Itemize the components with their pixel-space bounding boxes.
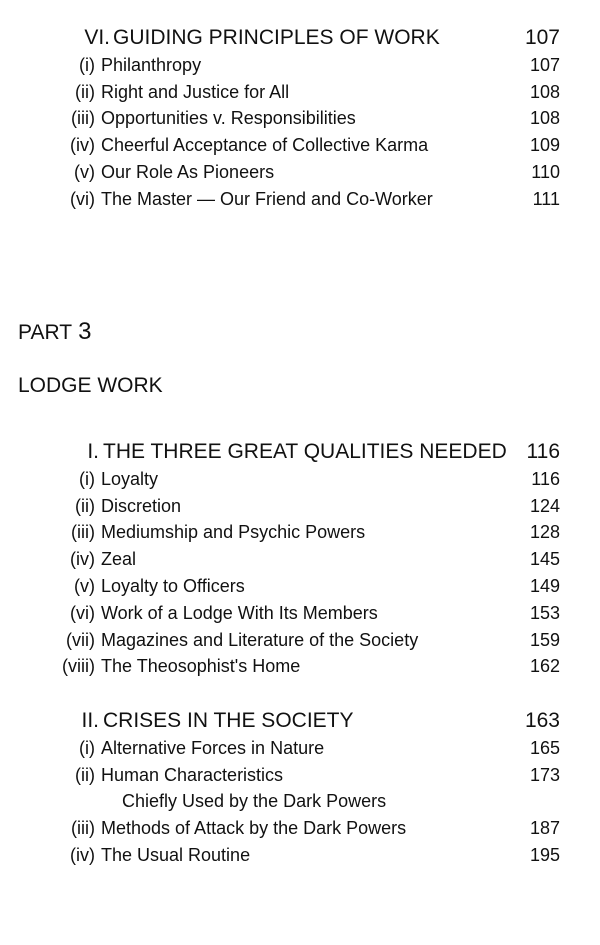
- entry-number: (i): [79, 737, 95, 758]
- part-label: [18, 318, 91, 346]
- entry-title: GUIDING PRINCIPLES OF WORK: [113, 26, 440, 49]
- toc-entry: [0, 493, 600, 520]
- entry-number: (iii): [71, 522, 95, 543]
- part-heading: LODGE WORK: [18, 374, 163, 397]
- entry-page-number: 187: [529, 818, 560, 839]
- entry-title: Loyalty: [101, 468, 159, 489]
- toc-section-guiding-principles: [0, 25, 600, 213]
- entry-page-number: 116: [526, 440, 560, 463]
- toc-section-crises: [0, 708, 600, 869]
- toc-chapter-heading: [0, 708, 600, 735]
- toc-entry: [0, 735, 600, 762]
- entry-title: THE THREE GREAT QUALITIES NEEDED: [103, 440, 507, 463]
- part-number: 3: [78, 318, 92, 345]
- entry-number: (iv): [70, 844, 95, 865]
- toc-entry: [0, 842, 600, 869]
- entry-number: (ii): [75, 81, 95, 102]
- entry-page-number: 108: [529, 81, 560, 102]
- entry-number: VI.: [84, 26, 110, 49]
- toc-entry: [0, 79, 600, 106]
- entry-title: Chiefly Used by the Dark Powers: [122, 791, 387, 812]
- part-word: PART: [18, 321, 73, 344]
- toc-entry: [0, 105, 600, 132]
- entry-title: Mediumship and Psychic Powers: [101, 522, 366, 543]
- toc-entry: [0, 600, 600, 627]
- entry-number: (vi): [70, 602, 95, 623]
- entry-title: Opportunities v. Responsibilities: [101, 108, 356, 129]
- entry-page-number: 195: [529, 844, 560, 865]
- entry-title: Alternative Forces in Nature: [101, 737, 325, 758]
- entry-page-number: 165: [529, 737, 560, 758]
- toc-entry: [0, 546, 600, 573]
- entry-title: Human Characteristics: [101, 764, 284, 785]
- entry-number: I.: [87, 440, 99, 463]
- entry-title: Loyalty to Officers: [101, 575, 245, 596]
- entry-number: (vi): [70, 188, 95, 209]
- entry-title: Zeal: [101, 549, 137, 570]
- entry-page-number: 108: [529, 108, 560, 129]
- entry-title: Right and Justice for All: [101, 81, 290, 102]
- entry-number: (v): [74, 575, 95, 596]
- entry-page-number: 107: [524, 26, 560, 49]
- toc-chapter-heading: [0, 25, 600, 52]
- entry-page-number: 110: [531, 161, 560, 182]
- entry-title: Cheerful Acceptance of Collective Karma: [101, 135, 429, 156]
- entry-page-number: 116: [531, 468, 560, 489]
- entry-title: Magazines and Literature of the Society: [101, 629, 419, 650]
- entry-page-number: 107: [529, 54, 560, 75]
- entry-page-number: 149: [529, 575, 560, 596]
- toc-entry: [0, 815, 600, 842]
- entry-title: The Theosophist's Home: [101, 656, 301, 677]
- entry-title: Our Role As Pioneers: [101, 161, 275, 182]
- entry-page-number: 124: [529, 495, 560, 516]
- entry-number: (viii): [62, 656, 95, 677]
- toc-entry: [0, 466, 600, 493]
- entry-title: The Usual Routine: [101, 844, 251, 865]
- toc-entry: [0, 627, 600, 654]
- toc-entry: [0, 132, 600, 159]
- entry-title: The Master — Our Friend and Co-Worker: [101, 188, 433, 209]
- entry-page-number: 111: [532, 188, 560, 209]
- entry-number: (iii): [71, 818, 95, 839]
- entry-page-number: 153: [529, 602, 560, 623]
- entry-number: (i): [79, 54, 95, 75]
- entry-title: Work of a Lodge With Its Members: [101, 602, 378, 623]
- entry-number: (iv): [70, 135, 95, 156]
- toc-section-three-qualities: [0, 439, 600, 680]
- entry-title: CRISES IN THE SOCIETY: [103, 709, 354, 732]
- toc-entry: [0, 186, 600, 213]
- entry-page-number: 163: [524, 709, 560, 732]
- toc-entry: [0, 52, 600, 79]
- toc-entry: [0, 788, 600, 815]
- entry-number: (iv): [70, 549, 95, 570]
- entry-page-number: 128: [529, 522, 560, 543]
- entry-number: (i): [79, 468, 95, 489]
- entry-page-number: 173: [529, 764, 560, 785]
- entry-number: (iii): [71, 108, 95, 129]
- toc-entry: [0, 573, 600, 600]
- entry-number: II.: [81, 709, 99, 732]
- entry-number: (v): [74, 161, 95, 182]
- entry-title: Discretion: [101, 495, 182, 516]
- entry-page-number: 159: [529, 629, 560, 650]
- toc-entry: [0, 159, 600, 186]
- entry-number: (ii): [75, 764, 95, 785]
- entry-title: Philanthropy: [101, 54, 202, 75]
- entry-number: (vii): [66, 629, 95, 650]
- entry-page-number: 162: [529, 656, 560, 677]
- entry-page-number: 109: [529, 135, 560, 156]
- toc-entry: [0, 653, 600, 680]
- entry-page-number: 145: [529, 549, 560, 570]
- toc-entry: [0, 762, 600, 789]
- toc-chapter-heading: [0, 439, 600, 466]
- toc-entry: [0, 519, 600, 546]
- entry-number: (ii): [75, 495, 95, 516]
- entry-title: Methods of Attack by the Dark Powers: [101, 818, 407, 839]
